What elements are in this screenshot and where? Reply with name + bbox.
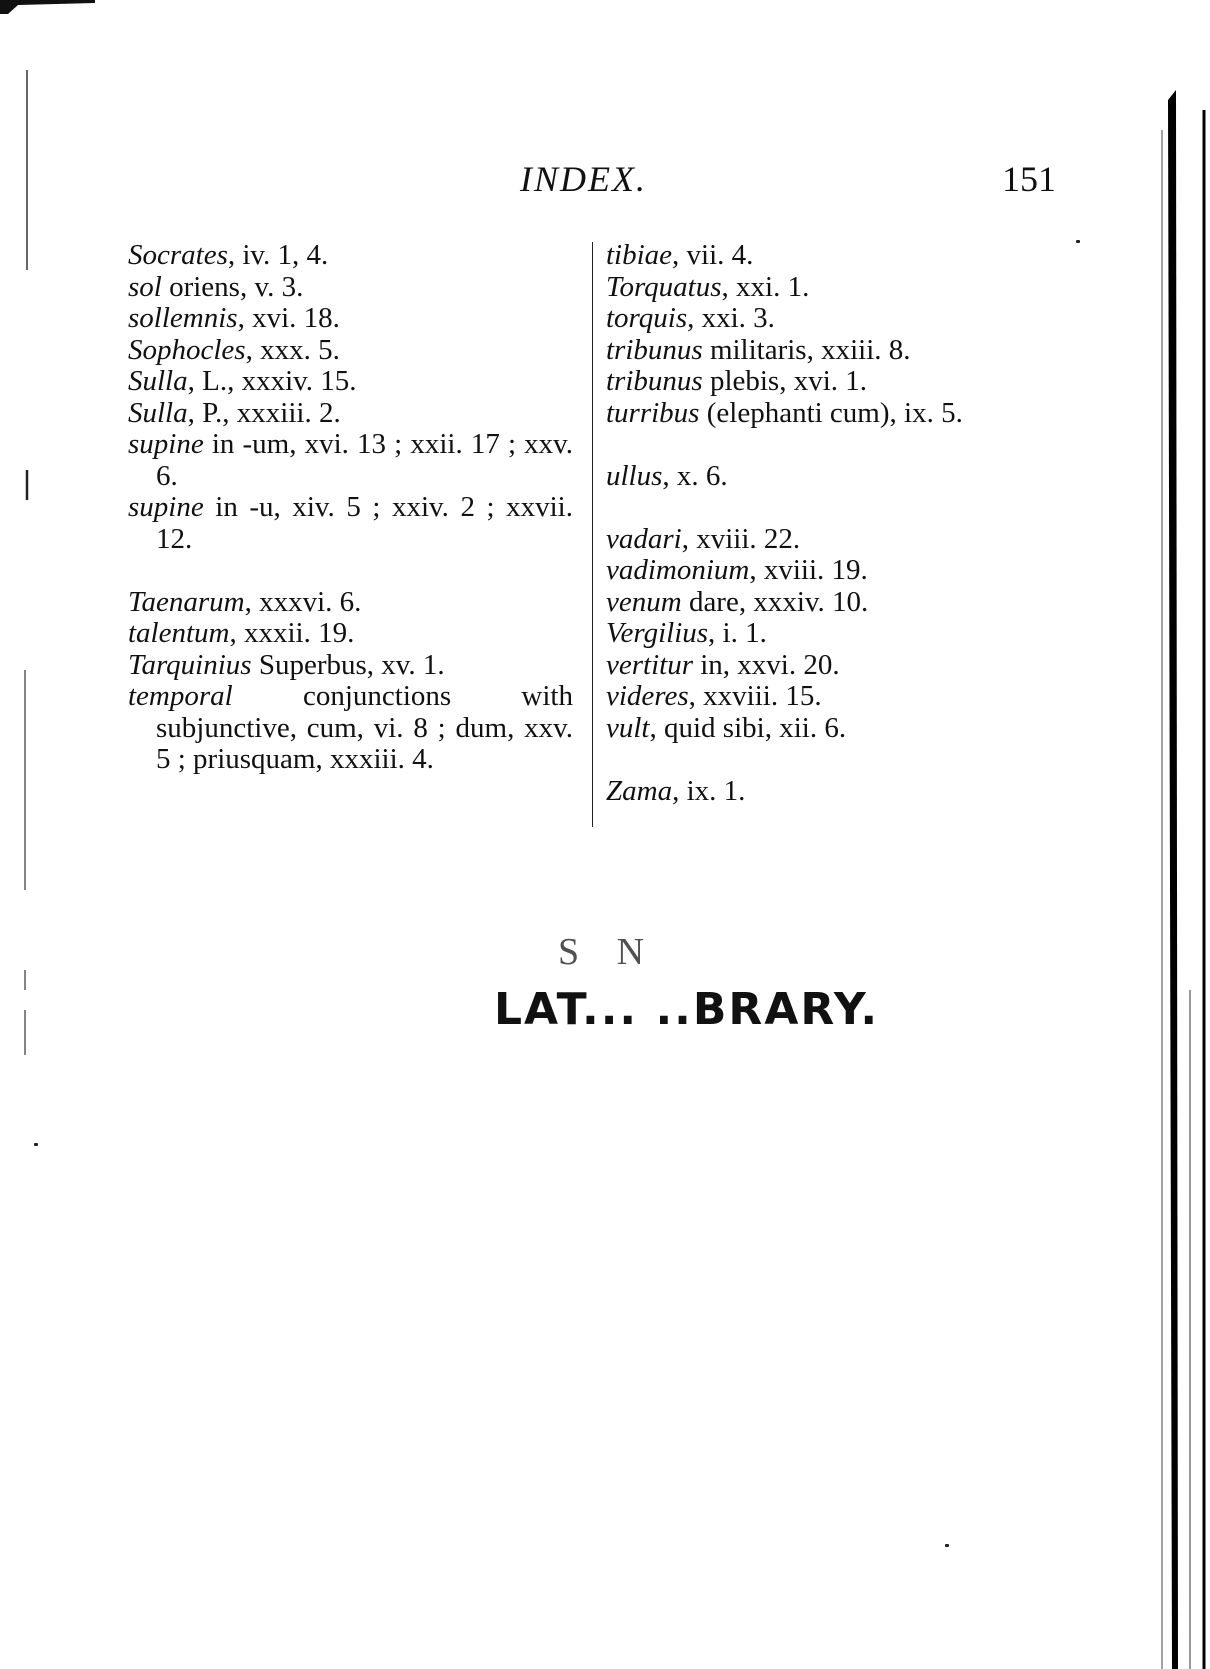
entry-references: in, xxvi. 20. bbox=[693, 648, 840, 681]
letter-group-gap bbox=[606, 492, 1066, 524]
entry-references: , xvi. 18. bbox=[237, 302, 340, 334]
entry-headword: tribunus bbox=[606, 365, 703, 397]
entry-headword: temporal bbox=[128, 680, 233, 712]
entry-references: , xxxii. 19. bbox=[229, 617, 355, 649]
page-number: 151 bbox=[1002, 159, 1056, 199]
entry-references: , P., xxxiii. 2. bbox=[187, 396, 341, 429]
index-entry bbox=[606, 650, 1066, 682]
entry-headword: supine bbox=[128, 428, 204, 460]
entry-headword: videres bbox=[606, 680, 689, 712]
index-entry bbox=[606, 713, 1066, 745]
index-entry bbox=[606, 587, 1066, 619]
index-entry bbox=[128, 492, 573, 555]
index-column-left bbox=[128, 240, 573, 776]
entry-references: , xxx. 5. bbox=[245, 333, 340, 366]
entry-headword: venum bbox=[606, 585, 682, 618]
entry-references: in -u, xiv. 5 ; xxiv. 2 ; xxvii. 12. bbox=[156, 491, 573, 555]
entry-headword: vult bbox=[606, 711, 650, 744]
entry-references: , ix. 1. bbox=[672, 774, 746, 807]
index-entry bbox=[606, 461, 1066, 493]
index-entry bbox=[606, 272, 1066, 304]
entry-references: dare, xxxiv. 10. bbox=[681, 585, 869, 618]
entry-headword: supine bbox=[128, 491, 204, 523]
entry-headword: Tarquinius bbox=[128, 648, 252, 681]
entry-references: in -um, xvi. 13 ; xxii. 17 ; xxv. 6. bbox=[156, 428, 573, 492]
entry-references: , i. 1. bbox=[708, 617, 767, 649]
entry-references: , iv. 1, 4. bbox=[227, 239, 329, 271]
entry-references: , x. 6. bbox=[662, 459, 728, 492]
entry-references: , xviii. 22. bbox=[681, 522, 801, 555]
entry-headword: Sulla bbox=[128, 396, 188, 429]
entry-references: , vii. 4. bbox=[672, 239, 754, 271]
index-entry bbox=[606, 303, 1066, 335]
stamp-line-2: LAT... ..BRARY. bbox=[494, 984, 880, 1035]
entry-headword: turribus bbox=[606, 396, 700, 429]
index-entry bbox=[606, 366, 1066, 398]
index-entry bbox=[128, 650, 573, 682]
entry-headword: sollemnis bbox=[128, 302, 238, 334]
entry-headword: torquis bbox=[606, 302, 688, 334]
entry-references: oriens, v. 3. bbox=[161, 270, 304, 303]
index-entry bbox=[606, 240, 1066, 272]
entry-references: (elephanti cum), ix. 5. bbox=[699, 396, 963, 429]
index-entry bbox=[606, 618, 1066, 650]
entry-headword: Sulla bbox=[128, 365, 188, 397]
entry-headword: Taenarum bbox=[128, 585, 245, 618]
index-entry bbox=[128, 303, 573, 335]
scan-speck bbox=[1076, 240, 1080, 243]
scan-corner-mark bbox=[0, 0, 95, 14]
index-entry bbox=[128, 240, 573, 272]
entry-references: conjunctions with subjunctive, cum, vi. 8 ; dum, xxv. 5 ; priusquam, xxxiii. 4. bbox=[156, 680, 573, 775]
entry-headword: Zama bbox=[606, 774, 673, 807]
index-entry bbox=[128, 681, 573, 776]
entry-headword: tribunus bbox=[606, 333, 703, 366]
entry-references: , quid sibi, xii. 6. bbox=[649, 711, 847, 744]
entry-headword: vertitur bbox=[606, 648, 693, 681]
entry-references: , L., xxxiv. 15. bbox=[187, 365, 357, 397]
entry-headword: Vergilius bbox=[606, 617, 709, 649]
index-entry bbox=[128, 366, 573, 398]
entry-headword: vadimonium bbox=[606, 554, 750, 586]
scan-right-edge-shadow bbox=[1160, 90, 1210, 1669]
entry-references: Superbus, xv. 1. bbox=[251, 648, 445, 681]
entry-references: , xxi. 3. bbox=[687, 302, 775, 334]
column-divider bbox=[592, 242, 593, 827]
entry-headword: Socrates bbox=[128, 239, 228, 271]
entry-headword: sol bbox=[128, 270, 162, 303]
page-header bbox=[0, 158, 1210, 206]
index-entry bbox=[128, 429, 573, 492]
index-entry bbox=[606, 524, 1066, 556]
index-entry bbox=[606, 335, 1066, 367]
scan-left-edge-marks bbox=[20, 70, 34, 1070]
entry-headword: tibiae bbox=[606, 239, 673, 271]
entry-headword: ullus bbox=[606, 459, 663, 492]
scan-speck bbox=[34, 1143, 38, 1146]
entry-headword: talentum bbox=[128, 617, 230, 649]
index-entry bbox=[128, 335, 573, 367]
entry-headword: vadari bbox=[606, 522, 682, 555]
index-entry bbox=[606, 681, 1066, 713]
index-entry bbox=[128, 272, 573, 304]
entry-references: plebis, xvi. 1. bbox=[702, 365, 868, 397]
entry-references: militaris, xxiii. 8. bbox=[702, 333, 911, 366]
index-column-right bbox=[606, 240, 1066, 807]
index-entry bbox=[128, 618, 573, 650]
scan-speck bbox=[945, 1544, 949, 1547]
entry-headword: Sophocles bbox=[128, 333, 246, 366]
letter-group-gap bbox=[606, 429, 1066, 461]
index-entry bbox=[606, 398, 1066, 430]
library-stamp bbox=[490, 930, 890, 1070]
letter-group-gap bbox=[128, 555, 573, 587]
stamp-line-1: S N bbox=[558, 931, 659, 973]
entry-headword: Torquatus bbox=[606, 270, 722, 303]
entry-references: , xxxvi. 6. bbox=[244, 585, 362, 618]
index-entry bbox=[606, 555, 1066, 587]
index-entry bbox=[128, 398, 573, 430]
page-title: INDEX. bbox=[520, 159, 647, 199]
entry-references: , xxviii. 15. bbox=[688, 680, 822, 712]
entry-references: , xxi. 1. bbox=[721, 270, 810, 303]
index-entry bbox=[606, 776, 1066, 808]
index-entry bbox=[128, 587, 573, 619]
entry-references: , xviii. 19. bbox=[749, 554, 868, 586]
letter-group-gap bbox=[606, 744, 1066, 776]
